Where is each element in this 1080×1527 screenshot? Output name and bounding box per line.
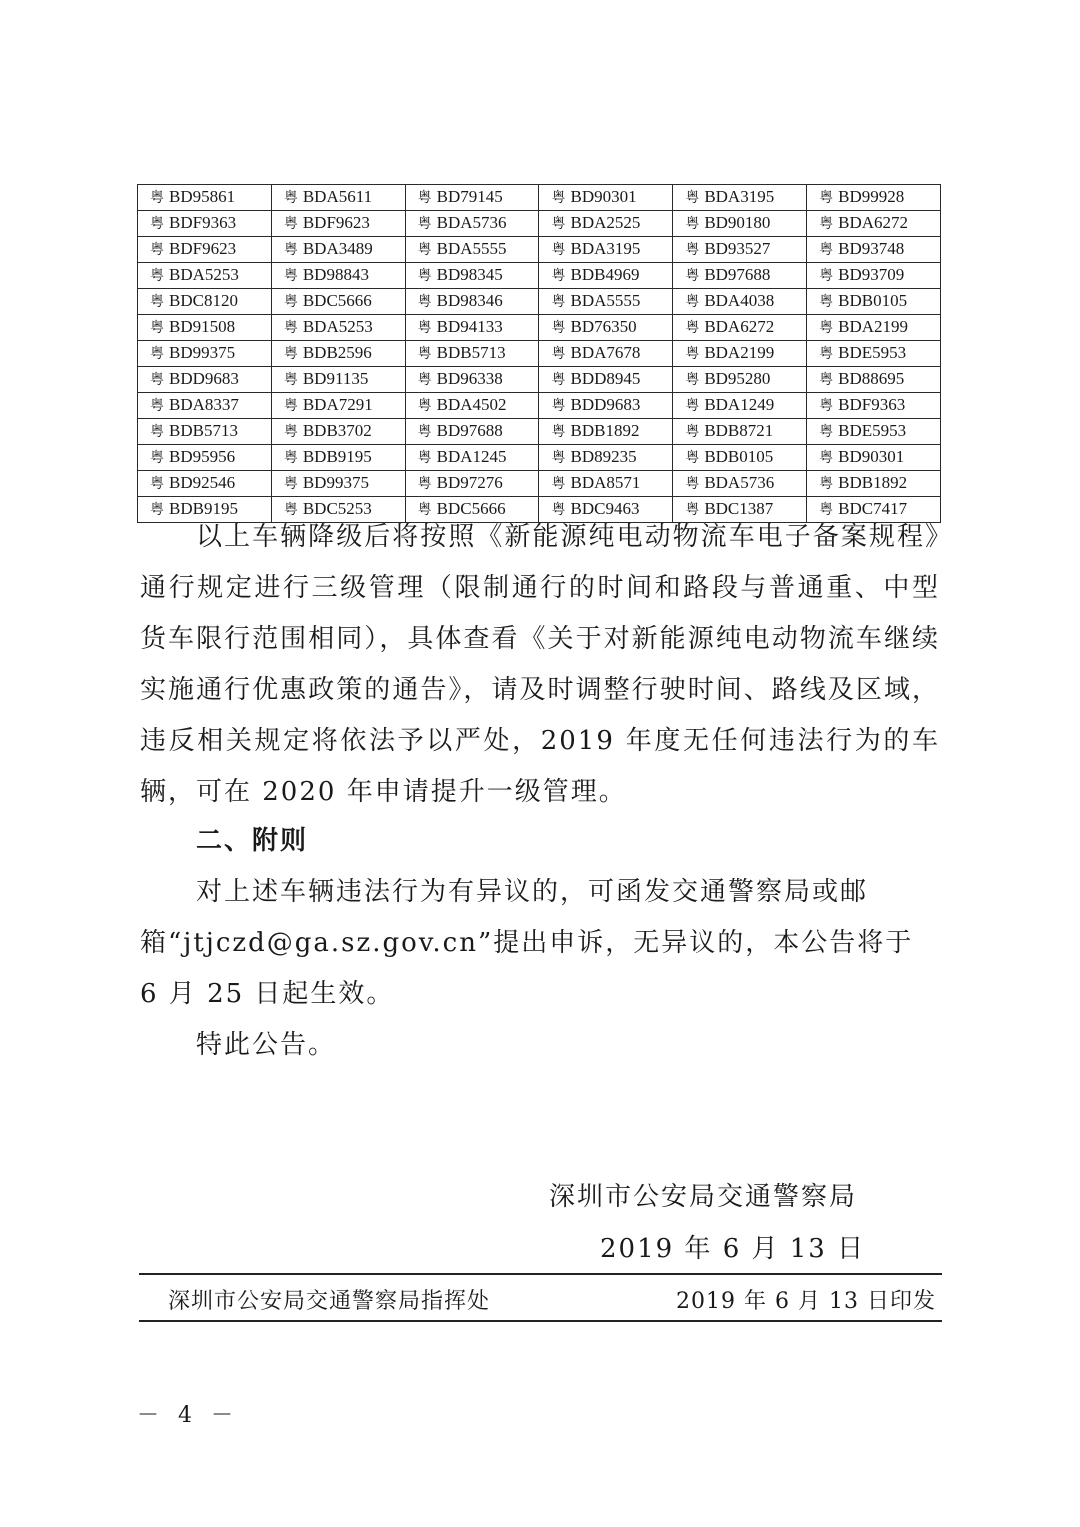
plate-cell bbox=[138, 211, 272, 237]
plate-number: BD91508 bbox=[169, 317, 236, 336]
plate-cell bbox=[138, 185, 272, 211]
plate-number: BDB9195 bbox=[169, 499, 238, 518]
plate-number: BDA5555 bbox=[436, 239, 507, 258]
plate-province-prefix: 粤 bbox=[819, 451, 834, 466]
plate-number: BDC5666 bbox=[436, 499, 506, 518]
plate-number: BDA8337 bbox=[169, 395, 239, 414]
plate-number: BD91135 bbox=[302, 369, 369, 388]
plate-province-prefix: 粤 bbox=[150, 373, 164, 388]
plate-province-prefix: 粤 bbox=[150, 477, 164, 492]
plate-number: BDB1892 bbox=[838, 473, 908, 492]
plate-number: BD98843 bbox=[302, 265, 369, 284]
plate-cell bbox=[807, 289, 941, 315]
plate-number: BDA1245 bbox=[436, 447, 507, 466]
plate-province-prefix: 粤 bbox=[150, 295, 164, 310]
plate-number: BD98345 bbox=[436, 265, 503, 284]
plate-cell bbox=[539, 393, 673, 419]
table-row bbox=[138, 393, 941, 419]
plate-cell bbox=[405, 185, 539, 211]
plate-number: BDC5253 bbox=[302, 499, 372, 518]
plate-province-prefix: 粤 bbox=[283, 425, 298, 440]
plate-number: BDA5611 bbox=[302, 187, 373, 206]
plate-province-prefix: 粤 bbox=[283, 399, 298, 414]
plate-province-prefix: 粤 bbox=[819, 399, 834, 414]
plate-province-prefix: 粤 bbox=[417, 269, 432, 284]
plate-number: BDA8571 bbox=[570, 473, 641, 492]
plate-cell bbox=[673, 445, 807, 471]
plate-number: BD92546 bbox=[169, 473, 236, 492]
plate-cell bbox=[807, 445, 941, 471]
plate-number: BDA7291 bbox=[302, 395, 373, 414]
plate-province-prefix: 粤 bbox=[150, 191, 164, 206]
plate-number: BDF9623 bbox=[169, 239, 237, 258]
plate-cell bbox=[271, 419, 405, 445]
plate-cell bbox=[405, 419, 539, 445]
plate-cell bbox=[673, 341, 807, 367]
plate-province-prefix: 粤 bbox=[685, 477, 700, 492]
plate-cell bbox=[539, 185, 673, 211]
plate-cell bbox=[138, 341, 272, 367]
plate-number: BDC7417 bbox=[838, 499, 908, 518]
plate-number: BDB5713 bbox=[436, 343, 506, 362]
plate-number: BD96338 bbox=[436, 369, 503, 388]
plate-province-prefix: 粤 bbox=[551, 347, 566, 362]
plate-cell bbox=[807, 393, 941, 419]
plate-province-prefix: 粤 bbox=[551, 321, 566, 336]
plate-number: BD93748 bbox=[838, 239, 905, 258]
plate-province-prefix: 粤 bbox=[417, 191, 432, 206]
plate-province-prefix: 粤 bbox=[551, 269, 566, 284]
plate-province-prefix: 粤 bbox=[551, 217, 566, 232]
plate-number: BD90301 bbox=[838, 447, 905, 466]
plate-province-prefix: 粤 bbox=[417, 399, 432, 414]
plate-cell bbox=[271, 211, 405, 237]
plate-number: BDB5713 bbox=[169, 421, 238, 440]
plate-number: BDD8945 bbox=[570, 369, 641, 388]
table-row bbox=[138, 263, 941, 289]
plate-province-prefix: 粤 bbox=[283, 243, 298, 258]
plate-province-prefix: 粤 bbox=[417, 477, 432, 492]
plate-province-prefix: 粤 bbox=[685, 295, 700, 310]
plate-cell bbox=[807, 211, 941, 237]
plate-cell bbox=[271, 263, 405, 289]
table-row bbox=[138, 211, 941, 237]
plate-number: BD97688 bbox=[436, 421, 503, 440]
plate-number: BD95956 bbox=[169, 447, 236, 466]
plate-province-prefix: 粤 bbox=[551, 295, 566, 310]
plate-number: BDF9363 bbox=[838, 395, 906, 414]
plate-cell bbox=[271, 341, 405, 367]
plate-cell bbox=[673, 211, 807, 237]
plate-number: BDB3702 bbox=[302, 421, 372, 440]
plate-cell bbox=[138, 445, 272, 471]
plate-province-prefix: 粤 bbox=[283, 295, 298, 310]
plate-cell bbox=[539, 211, 673, 237]
plate-province-prefix: 粤 bbox=[685, 191, 700, 206]
body-paragraph-2: 对上述车辆违法行为有异议的，可函发交通警察局或邮箱“jtjczd@ga.sz.gov.cn”提出申诉，无异议的，本公告将于 6 月 25 日起生效。 bbox=[140, 877, 914, 1009]
plate-number: BDA2525 bbox=[570, 213, 641, 232]
plate-cell bbox=[271, 445, 405, 471]
plate-cell bbox=[405, 393, 539, 419]
plate-number: BDA6272 bbox=[838, 213, 909, 232]
table-row bbox=[138, 315, 941, 341]
plate-province-prefix: 粤 bbox=[417, 295, 432, 310]
plate-cell bbox=[405, 445, 539, 471]
plate-province-prefix: 粤 bbox=[283, 503, 298, 518]
plate-number: BDB2596 bbox=[302, 343, 372, 362]
plate-province-prefix: 粤 bbox=[150, 243, 164, 258]
plate-province-prefix: 粤 bbox=[283, 269, 298, 284]
plate-cell bbox=[807, 237, 941, 263]
plate-province-prefix: 粤 bbox=[150, 451, 164, 466]
plate-cell bbox=[405, 237, 539, 263]
table-row bbox=[138, 367, 941, 393]
signature-date: 2019 年 6 月 13 日 bbox=[600, 1234, 866, 1264]
plate-cell bbox=[673, 393, 807, 419]
plate-number: BD99375 bbox=[169, 343, 236, 362]
plate-cell bbox=[807, 185, 941, 211]
plate-cell bbox=[271, 471, 405, 497]
plate-cell bbox=[673, 263, 807, 289]
plate-province-prefix: 粤 bbox=[551, 399, 566, 414]
plate-number: BDB1892 bbox=[570, 421, 640, 440]
plate-number: BDA5736 bbox=[704, 473, 775, 492]
plate-cell bbox=[405, 341, 539, 367]
plate-number: BDA3489 bbox=[302, 239, 373, 258]
plate-cell bbox=[405, 263, 539, 289]
plate-number: BDF9363 bbox=[169, 213, 237, 232]
plate-number: BD99928 bbox=[838, 187, 905, 206]
plate-province-prefix: 粤 bbox=[551, 425, 566, 440]
plate-table-body bbox=[138, 185, 941, 523]
plate-cell bbox=[539, 315, 673, 341]
plate-province-prefix: 粤 bbox=[417, 321, 432, 336]
plate-cell bbox=[539, 341, 673, 367]
plate-cell bbox=[138, 289, 272, 315]
plate-number: BDE5953 bbox=[838, 343, 907, 362]
plate-number: BDA2199 bbox=[704, 343, 775, 362]
plate-cell bbox=[271, 237, 405, 263]
plate-province-prefix: 粤 bbox=[150, 269, 164, 284]
plate-cell bbox=[138, 393, 272, 419]
table-row bbox=[138, 419, 941, 445]
plate-province-prefix: 粤 bbox=[150, 425, 164, 440]
section-heading-appendix: 二、附则 bbox=[196, 826, 309, 856]
plate-province-prefix: 粤 bbox=[819, 503, 834, 518]
plate-number: BD97276 bbox=[436, 473, 503, 492]
plate-cell bbox=[673, 471, 807, 497]
plate-province-prefix: 粤 bbox=[150, 503, 164, 518]
plate-number: BDA2199 bbox=[838, 317, 909, 336]
plate-cell bbox=[539, 289, 673, 315]
plate-province-prefix: 粤 bbox=[417, 503, 432, 518]
plate-number: BD76350 bbox=[570, 317, 637, 336]
plate-province-prefix: 粤 bbox=[283, 347, 298, 362]
page-number: － 4 － bbox=[137, 1403, 239, 1428]
plate-province-prefix: 粤 bbox=[283, 373, 298, 388]
plate-number: BD93527 bbox=[704, 239, 771, 258]
plate-cell bbox=[807, 341, 941, 367]
table-row bbox=[138, 341, 941, 367]
plate-cell bbox=[405, 211, 539, 237]
plate-cell bbox=[539, 367, 673, 393]
plate-number: BD93709 bbox=[838, 265, 905, 284]
plate-number: BDA5736 bbox=[436, 213, 507, 232]
plate-cell bbox=[271, 315, 405, 341]
plate-cell bbox=[138, 419, 272, 445]
plate-province-prefix: 粤 bbox=[283, 477, 298, 492]
plate-province-prefix: 粤 bbox=[417, 347, 432, 362]
plate-number: BDA4038 bbox=[704, 291, 775, 310]
plate-province-prefix: 粤 bbox=[819, 295, 834, 310]
plate-province-prefix: 粤 bbox=[283, 321, 298, 336]
plate-province-prefix: 粤 bbox=[150, 321, 164, 336]
plate-province-prefix: 粤 bbox=[685, 425, 700, 440]
plate-province-prefix: 粤 bbox=[685, 243, 700, 258]
plate-number: BDB8721 bbox=[704, 421, 774, 440]
signature-organization: 深圳市公安局交通警察局 bbox=[549, 1182, 858, 1212]
plate-province-prefix: 粤 bbox=[819, 321, 834, 336]
plate-cell bbox=[405, 289, 539, 315]
plate-province-prefix: 粤 bbox=[685, 217, 700, 232]
plate-province-prefix: 粤 bbox=[551, 191, 566, 206]
plate-province-prefix: 粤 bbox=[685, 347, 700, 362]
plate-number: BDC9463 bbox=[570, 499, 640, 518]
plate-number: BDA5555 bbox=[570, 291, 641, 310]
plate-province-prefix: 粤 bbox=[150, 399, 164, 414]
plate-number: BDB4969 bbox=[570, 265, 640, 284]
plate-number: BDC8120 bbox=[169, 291, 238, 310]
plate-province-prefix: 粤 bbox=[551, 477, 566, 492]
plate-cell bbox=[138, 471, 272, 497]
plate-cell bbox=[673, 289, 807, 315]
footer-rule-top bbox=[139, 1273, 942, 1275]
plate-province-prefix: 粤 bbox=[283, 217, 298, 232]
plate-province-prefix: 粤 bbox=[819, 269, 834, 284]
plate-number: BD88695 bbox=[838, 369, 905, 388]
footer-print-date: 2019 年 6 月 13 日印发 bbox=[676, 1289, 936, 1314]
plate-cell bbox=[271, 185, 405, 211]
plate-province-prefix: 粤 bbox=[551, 243, 566, 258]
plate-province-prefix: 粤 bbox=[417, 217, 432, 232]
footer-issuer: 深圳市公安局交通警察局指挥处 bbox=[168, 1289, 491, 1314]
plate-province-prefix: 粤 bbox=[283, 191, 298, 206]
plate-cell bbox=[405, 367, 539, 393]
plate-cell bbox=[271, 393, 405, 419]
footer-rule-bottom bbox=[139, 1320, 942, 1322]
plate-cell bbox=[539, 419, 673, 445]
table-row bbox=[138, 471, 941, 497]
plate-cell bbox=[271, 289, 405, 315]
plate-number: BDC1387 bbox=[704, 499, 774, 518]
plate-number: BD90180 bbox=[704, 213, 771, 232]
plate-cell bbox=[539, 471, 673, 497]
plate-province-prefix: 粤 bbox=[819, 217, 834, 232]
plate-province-prefix: 粤 bbox=[551, 373, 566, 388]
plate-number: BDB9195 bbox=[302, 447, 372, 466]
plate-number: BDA3195 bbox=[704, 187, 775, 206]
plate-cell bbox=[807, 471, 941, 497]
plate-number: BDD9683 bbox=[570, 395, 641, 414]
plate-cell bbox=[673, 315, 807, 341]
plate-number: BDC5666 bbox=[302, 291, 372, 310]
plate-cell bbox=[539, 263, 673, 289]
plate-province-prefix: 粤 bbox=[417, 243, 432, 258]
plate-cell bbox=[673, 367, 807, 393]
body-paragraph-1: 以上车辆降级后将按照《新能源纯电动物流车电子备案规程》通行规定进行三级管理（限制通行的时间和路段与普通重、中型货车限行范围相同），具体查看《关于对新能源纯电动物流车继续实施通行优惠政策的通告》，请及时调整行驶时间、路线及区域，违反相关规定将依法予以严处，2019 年度无任何违法行为的车辆，可在 2020 年申请提升一级管理。 bbox=[140, 522, 940, 807]
plate-number: BD97688 bbox=[704, 265, 771, 284]
plate-province-prefix: 粤 bbox=[685, 321, 700, 336]
plate-number: BD94133 bbox=[436, 317, 503, 336]
plate-province-prefix: 粤 bbox=[551, 503, 566, 518]
plate-number: BD79145 bbox=[436, 187, 503, 206]
plate-province-prefix: 粤 bbox=[819, 477, 834, 492]
plate-province-prefix: 粤 bbox=[685, 451, 700, 466]
plate-number: BDF9623 bbox=[302, 213, 370, 232]
plate-province-prefix: 粤 bbox=[819, 373, 834, 388]
plate-number: BDA5253 bbox=[169, 265, 239, 284]
plate-number: BD99375 bbox=[302, 473, 369, 492]
plate-province-prefix: 粤 bbox=[417, 373, 432, 388]
plate-number: BD98346 bbox=[436, 291, 503, 310]
plate-number: BDD9683 bbox=[169, 369, 239, 388]
plate-province-prefix: 粤 bbox=[417, 425, 432, 440]
plate-cell bbox=[807, 367, 941, 393]
plate-cell bbox=[673, 419, 807, 445]
table-row bbox=[138, 289, 941, 315]
plate-number: BDA5253 bbox=[302, 317, 373, 336]
plate-cell bbox=[405, 471, 539, 497]
plate-number: BDA4502 bbox=[436, 395, 507, 414]
plate-cell bbox=[539, 237, 673, 263]
plate-number: BDE5953 bbox=[838, 421, 907, 440]
plate-number: BDB0105 bbox=[838, 291, 908, 310]
plate-number: BDA6272 bbox=[704, 317, 775, 336]
plate-number: BD95280 bbox=[704, 369, 771, 388]
plate-number: BDA7678 bbox=[570, 343, 641, 362]
plate-cell bbox=[271, 367, 405, 393]
table-row bbox=[138, 445, 941, 471]
plate-table bbox=[137, 184, 941, 523]
plate-province-prefix: 粤 bbox=[819, 347, 834, 362]
plate-province-prefix: 粤 bbox=[685, 399, 700, 414]
plate-province-prefix: 粤 bbox=[551, 451, 566, 466]
body-paragraph-closing: 特此公告。 bbox=[196, 1030, 337, 1060]
plate-province-prefix: 粤 bbox=[283, 451, 298, 466]
plate-province-prefix: 粤 bbox=[685, 503, 700, 518]
plate-cell bbox=[673, 185, 807, 211]
plate-number: BD89235 bbox=[570, 447, 637, 466]
plate-number: BD95861 bbox=[169, 187, 236, 206]
table-row bbox=[138, 237, 941, 263]
plate-cell bbox=[539, 445, 673, 471]
plate-province-prefix: 粤 bbox=[417, 451, 432, 466]
plate-province-prefix: 粤 bbox=[819, 191, 834, 206]
plate-province-prefix: 粤 bbox=[150, 217, 164, 232]
plate-cell bbox=[807, 419, 941, 445]
plate-cell bbox=[807, 315, 941, 341]
plate-number: BD90301 bbox=[570, 187, 637, 206]
plate-cell bbox=[807, 263, 941, 289]
plate-cell bbox=[138, 315, 272, 341]
plate-province-prefix: 粤 bbox=[685, 373, 700, 388]
plate-cell bbox=[673, 237, 807, 263]
plate-province-prefix: 粤 bbox=[150, 347, 164, 362]
plate-province-prefix: 粤 bbox=[819, 243, 834, 258]
plate-number: BDA1249 bbox=[704, 395, 775, 414]
plate-province-prefix: 粤 bbox=[685, 269, 700, 284]
plate-number: BDB0105 bbox=[704, 447, 774, 466]
plate-cell bbox=[138, 367, 272, 393]
plate-number: BDA3195 bbox=[570, 239, 641, 258]
plate-cell bbox=[138, 263, 272, 289]
plate-cell bbox=[138, 237, 272, 263]
plate-cell bbox=[405, 315, 539, 341]
table-row bbox=[138, 185, 941, 211]
plate-province-prefix: 粤 bbox=[819, 425, 834, 440]
